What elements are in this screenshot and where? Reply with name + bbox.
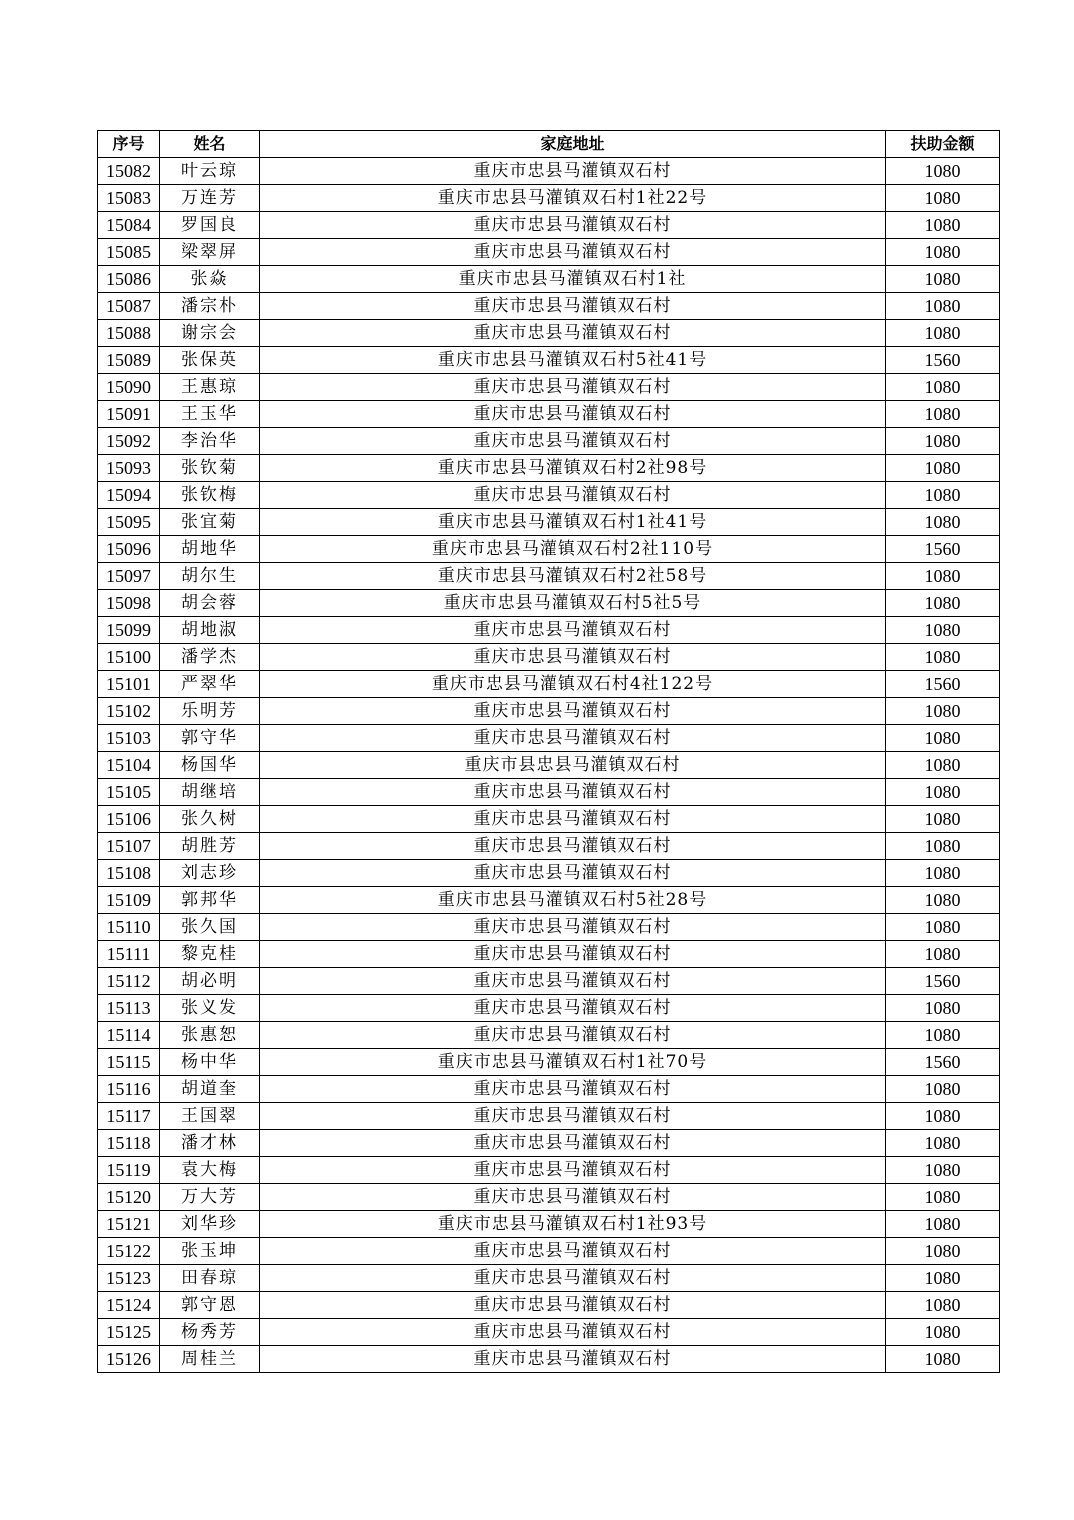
table-row	[98, 725, 1000, 752]
cell-address: 重庆市忠县马灌镇双石村	[260, 320, 886, 347]
cell-seq: 15089	[98, 347, 160, 374]
cell-name: 郭守恩	[160, 1292, 260, 1319]
cell-name: 胡会蓉	[160, 590, 260, 617]
cell-amount: 1080	[886, 590, 1000, 617]
cell-address: 重庆市忠县马灌镇双石村	[260, 482, 886, 509]
cell-seq: 15110	[98, 914, 160, 941]
cell-name: 张惠恕	[160, 1022, 260, 1049]
table-row	[98, 536, 1000, 563]
cell-name: 郭邦华	[160, 887, 260, 914]
cell-amount: 1080	[886, 1211, 1000, 1238]
cell-seq: 15108	[98, 860, 160, 887]
cell-amount: 1080	[886, 806, 1000, 833]
cell-seq: 15083	[98, 185, 160, 212]
cell-amount: 1080	[886, 752, 1000, 779]
cell-seq: 15103	[98, 725, 160, 752]
cell-amount: 1080	[886, 698, 1000, 725]
cell-amount: 1080	[886, 887, 1000, 914]
cell-address: 重庆市忠县马灌镇双石村5社5号	[260, 590, 886, 617]
cell-seq: 15125	[98, 1319, 160, 1346]
cell-name: 严翠华	[160, 671, 260, 698]
table-row	[98, 455, 1000, 482]
cell-name: 罗国良	[160, 212, 260, 239]
cell-seq: 15097	[98, 563, 160, 590]
cell-amount: 1080	[886, 644, 1000, 671]
assistance-table	[97, 130, 1000, 1373]
cell-seq: 15091	[98, 401, 160, 428]
cell-address: 重庆市忠县马灌镇双石村	[260, 1130, 886, 1157]
cell-amount: 1080	[886, 779, 1000, 806]
table-row	[98, 1130, 1000, 1157]
cell-address: 重庆市忠县马灌镇双石村	[260, 779, 886, 806]
cell-name: 胡道奎	[160, 1076, 260, 1103]
cell-address: 重庆市忠县马灌镇双石村1社70号	[260, 1049, 886, 1076]
table-row	[98, 1346, 1000, 1373]
cell-amount: 1080	[886, 212, 1000, 239]
cell-seq: 15114	[98, 1022, 160, 1049]
cell-address: 重庆市忠县马灌镇双石村2社58号	[260, 563, 886, 590]
cell-seq: 15085	[98, 239, 160, 266]
cell-amount: 1080	[886, 239, 1000, 266]
cell-address: 重庆市忠县马灌镇双石村2社110号	[260, 536, 886, 563]
cell-address: 重庆市忠县马灌镇双石村5社28号	[260, 887, 886, 914]
cell-seq: 15088	[98, 320, 160, 347]
cell-amount: 1080	[886, 1130, 1000, 1157]
cell-address: 重庆市忠县马灌镇双石村	[260, 1103, 886, 1130]
cell-name: 田春琼	[160, 1265, 260, 1292]
table-row	[98, 644, 1000, 671]
cell-address: 重庆市忠县马灌镇双石村	[260, 1238, 886, 1265]
cell-seq: 15119	[98, 1157, 160, 1184]
table-row	[98, 590, 1000, 617]
cell-address: 重庆市忠县马灌镇双石村	[260, 1319, 886, 1346]
cell-address: 重庆市忠县马灌镇双石村4社122号	[260, 671, 886, 698]
table-row	[98, 941, 1000, 968]
table-row	[98, 185, 1000, 212]
cell-seq: 15099	[98, 617, 160, 644]
table-row	[98, 212, 1000, 239]
cell-amount: 1080	[886, 860, 1000, 887]
cell-name: 胡必明	[160, 968, 260, 995]
cell-name: 张钦菊	[160, 455, 260, 482]
cell-seq: 15090	[98, 374, 160, 401]
table-row	[98, 1292, 1000, 1319]
cell-name: 潘才林	[160, 1130, 260, 1157]
table-row	[98, 995, 1000, 1022]
cell-address: 重庆市忠县马灌镇双石村	[260, 860, 886, 887]
table-row	[98, 266, 1000, 293]
cell-amount: 1080	[886, 1292, 1000, 1319]
cell-address: 重庆市忠县马灌镇双石村	[260, 698, 886, 725]
cell-name: 张保英	[160, 347, 260, 374]
table-row	[98, 428, 1000, 455]
cell-address: 重庆市忠县马灌镇双石村	[260, 1022, 886, 1049]
cell-seq: 15105	[98, 779, 160, 806]
cell-name: 张久树	[160, 806, 260, 833]
cell-amount: 1560	[886, 968, 1000, 995]
cell-amount: 1560	[886, 1049, 1000, 1076]
table-row	[98, 239, 1000, 266]
table-row	[98, 1049, 1000, 1076]
table-row	[98, 320, 1000, 347]
cell-seq: 15120	[98, 1184, 160, 1211]
cell-name: 周桂兰	[160, 1346, 260, 1373]
cell-seq: 15095	[98, 509, 160, 536]
table-row	[98, 347, 1000, 374]
table-row	[98, 401, 1000, 428]
cell-address: 重庆市忠县马灌镇双石村2社98号	[260, 455, 886, 482]
cell-seq: 15104	[98, 752, 160, 779]
cell-name: 潘宗朴	[160, 293, 260, 320]
table-row	[98, 1319, 1000, 1346]
cell-name: 梁翠屏	[160, 239, 260, 266]
table-row	[98, 293, 1000, 320]
cell-seq: 15124	[98, 1292, 160, 1319]
cell-amount: 1080	[886, 185, 1000, 212]
cell-address: 重庆市忠县马灌镇双石村1社	[260, 266, 886, 293]
cell-name: 杨秀芳	[160, 1319, 260, 1346]
cell-seq: 15101	[98, 671, 160, 698]
cell-amount: 1080	[886, 320, 1000, 347]
table-row	[98, 671, 1000, 698]
cell-name: 胡地淑	[160, 617, 260, 644]
cell-name: 刘志珍	[160, 860, 260, 887]
cell-amount: 1080	[886, 725, 1000, 752]
cell-address: 重庆市忠县马灌镇双石村	[260, 239, 886, 266]
table-row	[98, 1076, 1000, 1103]
cell-address: 重庆市忠县马灌镇双石村	[260, 428, 886, 455]
header-seq: 序号	[98, 131, 160, 158]
table-row	[98, 482, 1000, 509]
cell-seq: 15118	[98, 1130, 160, 1157]
cell-amount: 1080	[886, 1238, 1000, 1265]
table-row	[98, 374, 1000, 401]
cell-name: 胡胜芳	[160, 833, 260, 860]
cell-name: 胡地华	[160, 536, 260, 563]
cell-address: 重庆市忠县马灌镇双石村	[260, 644, 886, 671]
cell-amount: 1080	[886, 1103, 1000, 1130]
cell-seq: 15116	[98, 1076, 160, 1103]
cell-address: 重庆市忠县马灌镇双石村1社41号	[260, 509, 886, 536]
cell-amount: 1080	[886, 941, 1000, 968]
cell-address: 重庆市忠县马灌镇双石村1社93号	[260, 1211, 886, 1238]
cell-address: 重庆市忠县马灌镇双石村	[260, 1157, 886, 1184]
cell-amount: 1080	[886, 1076, 1000, 1103]
table-row	[98, 914, 1000, 941]
cell-amount: 1080	[886, 617, 1000, 644]
table-row	[98, 806, 1000, 833]
cell-name: 郭守华	[160, 725, 260, 752]
cell-name: 黎克桂	[160, 941, 260, 968]
cell-amount: 1080	[886, 914, 1000, 941]
cell-address: 重庆市忠县马灌镇双石村	[260, 212, 886, 239]
cell-seq: 15126	[98, 1346, 160, 1373]
cell-address: 重庆市忠县马灌镇双石村	[260, 968, 886, 995]
cell-name: 万大芳	[160, 1184, 260, 1211]
table-row	[98, 860, 1000, 887]
cell-amount: 1080	[886, 1319, 1000, 1346]
cell-address: 重庆市忠县马灌镇双石村	[260, 995, 886, 1022]
cell-address: 重庆市忠县马灌镇双石村	[260, 833, 886, 860]
cell-amount: 1080	[886, 158, 1000, 185]
cell-address: 重庆市忠县马灌镇双石村	[260, 617, 886, 644]
cell-name: 张久国	[160, 914, 260, 941]
cell-seq: 15082	[98, 158, 160, 185]
cell-seq: 15123	[98, 1265, 160, 1292]
cell-name: 潘学杰	[160, 644, 260, 671]
cell-amount: 1080	[886, 563, 1000, 590]
table-row	[98, 1211, 1000, 1238]
cell-seq: 15111	[98, 941, 160, 968]
cell-seq: 15087	[98, 293, 160, 320]
cell-address: 重庆市忠县马灌镇双石村	[260, 914, 886, 941]
table-row	[98, 1238, 1000, 1265]
cell-address: 重庆市忠县马灌镇双石村	[260, 1184, 886, 1211]
header-address: 家庭地址	[260, 131, 886, 158]
cell-amount: 1560	[886, 536, 1000, 563]
table-row	[98, 1184, 1000, 1211]
cell-amount: 1080	[886, 1022, 1000, 1049]
cell-name: 杨国华	[160, 752, 260, 779]
cell-seq: 15122	[98, 1238, 160, 1265]
cell-name: 胡尔生	[160, 563, 260, 590]
cell-address: 重庆市忠县马灌镇双石村	[260, 1265, 886, 1292]
cell-name: 胡继培	[160, 779, 260, 806]
cell-name: 张焱	[160, 266, 260, 293]
cell-name: 袁大梅	[160, 1157, 260, 1184]
cell-address: 重庆市忠县马灌镇双石村	[260, 941, 886, 968]
cell-seq: 15100	[98, 644, 160, 671]
cell-address: 重庆市县忠县马灌镇双石村	[260, 752, 886, 779]
cell-seq: 15106	[98, 806, 160, 833]
cell-address: 重庆市忠县马灌镇双石村	[260, 374, 886, 401]
cell-amount: 1080	[886, 1184, 1000, 1211]
cell-seq: 15092	[98, 428, 160, 455]
cell-address: 重庆市忠县马灌镇双石村	[260, 158, 886, 185]
cell-address: 重庆市忠县马灌镇双石村5社41号	[260, 347, 886, 374]
cell-amount: 1080	[886, 455, 1000, 482]
table-row	[98, 617, 1000, 644]
cell-amount: 1560	[886, 671, 1000, 698]
cell-seq: 15112	[98, 968, 160, 995]
cell-amount: 1080	[886, 401, 1000, 428]
cell-amount: 1080	[886, 428, 1000, 455]
table-row	[98, 968, 1000, 995]
cell-address: 重庆市忠县马灌镇双石村	[260, 1076, 886, 1103]
header-row	[98, 131, 1000, 158]
cell-name: 万连芳	[160, 185, 260, 212]
cell-amount: 1080	[886, 1346, 1000, 1373]
cell-seq: 15086	[98, 266, 160, 293]
cell-name: 杨中华	[160, 1049, 260, 1076]
table-row	[98, 698, 1000, 725]
cell-name: 叶云琼	[160, 158, 260, 185]
cell-address: 重庆市忠县马灌镇双石村	[260, 1346, 886, 1373]
cell-seq: 15107	[98, 833, 160, 860]
cell-amount: 1560	[886, 347, 1000, 374]
cell-amount: 1080	[886, 1265, 1000, 1292]
cell-seq: 15121	[98, 1211, 160, 1238]
cell-name: 李治华	[160, 428, 260, 455]
cell-name: 王玉华	[160, 401, 260, 428]
table-row	[98, 887, 1000, 914]
cell-seq: 15102	[98, 698, 160, 725]
table-row	[98, 779, 1000, 806]
cell-name: 张玉坤	[160, 1238, 260, 1265]
cell-seq: 15113	[98, 995, 160, 1022]
table-row	[98, 563, 1000, 590]
cell-name: 王国翠	[160, 1103, 260, 1130]
cell-address: 重庆市忠县马灌镇双石村	[260, 1292, 886, 1319]
cell-address: 重庆市忠县马灌镇双石村	[260, 725, 886, 752]
cell-amount: 1080	[886, 1157, 1000, 1184]
cell-amount: 1080	[886, 509, 1000, 536]
header-name: 姓名	[160, 131, 260, 158]
table-row	[98, 1022, 1000, 1049]
table-row	[98, 1103, 1000, 1130]
cell-address: 重庆市忠县马灌镇双石村	[260, 401, 886, 428]
table-row	[98, 509, 1000, 536]
cell-name: 刘华珍	[160, 1211, 260, 1238]
cell-name: 张钦梅	[160, 482, 260, 509]
header-amount: 扶助金额	[886, 131, 1000, 158]
cell-name: 张宜菊	[160, 509, 260, 536]
table-row	[98, 833, 1000, 860]
cell-amount: 1080	[886, 374, 1000, 401]
cell-name: 乐明芳	[160, 698, 260, 725]
cell-seq: 15096	[98, 536, 160, 563]
cell-seq: 15084	[98, 212, 160, 239]
cell-address: 重庆市忠县马灌镇双石村	[260, 293, 886, 320]
cell-seq: 15109	[98, 887, 160, 914]
cell-address: 重庆市忠县马灌镇双石村	[260, 806, 886, 833]
cell-seq: 15093	[98, 455, 160, 482]
table-row	[98, 158, 1000, 185]
cell-name: 王惠琼	[160, 374, 260, 401]
cell-seq: 15094	[98, 482, 160, 509]
cell-amount: 1080	[886, 266, 1000, 293]
cell-name: 张义发	[160, 995, 260, 1022]
cell-amount: 1080	[886, 995, 1000, 1022]
cell-seq: 15117	[98, 1103, 160, 1130]
cell-seq: 15115	[98, 1049, 160, 1076]
cell-seq: 15098	[98, 590, 160, 617]
cell-address: 重庆市忠县马灌镇双石村1社22号	[260, 185, 886, 212]
cell-name: 谢宗会	[160, 320, 260, 347]
cell-amount: 1080	[886, 293, 1000, 320]
table-row	[98, 1265, 1000, 1292]
cell-amount: 1080	[886, 482, 1000, 509]
cell-amount: 1080	[886, 833, 1000, 860]
table-row	[98, 752, 1000, 779]
table-row	[98, 1157, 1000, 1184]
